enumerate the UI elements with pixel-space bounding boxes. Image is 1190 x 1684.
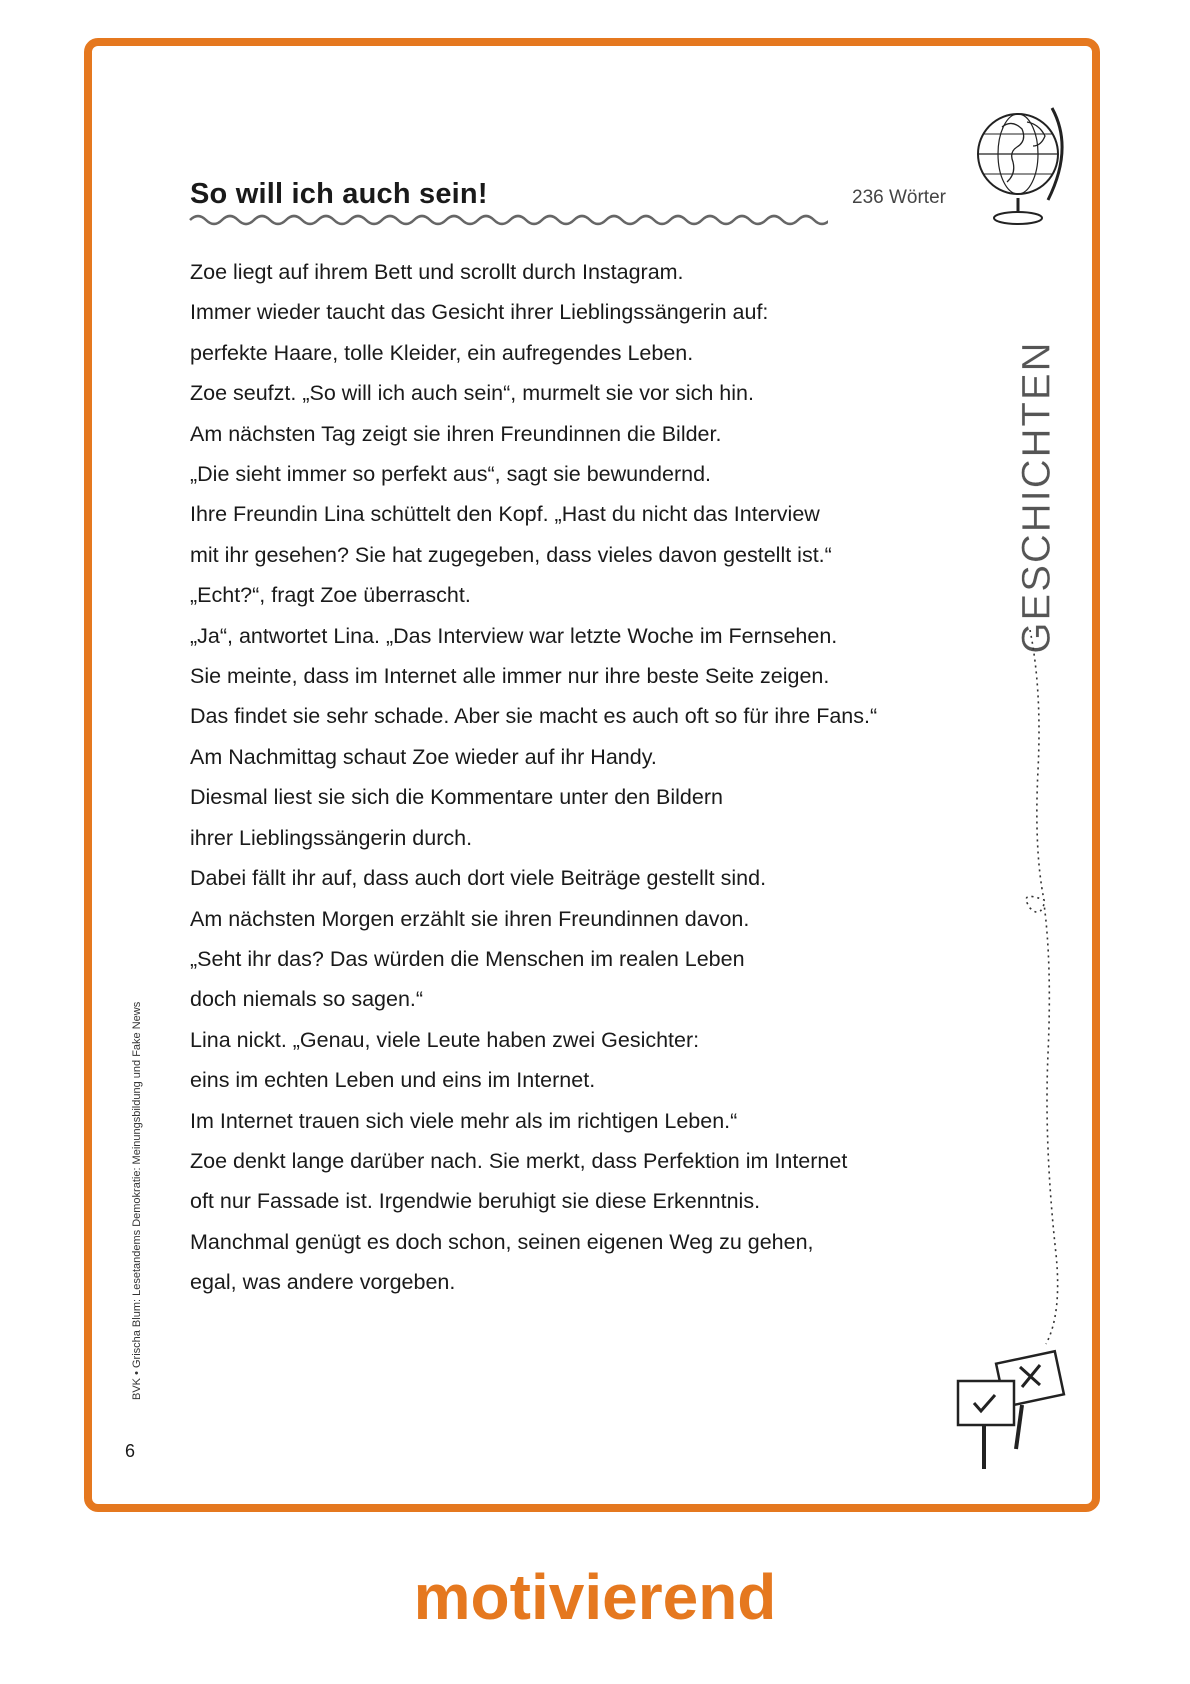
story-line: Ihre Freundin Lina schüttelt den Kopf. „Hast du nicht das Interview (190, 502, 820, 527)
story-line: „Echt?“, fragt Zoe überrascht. (190, 583, 471, 608)
story-line: mit ihr gesehen? Sie hat zugegeben, dass vieles davon gestellt ist.“ (190, 542, 832, 567)
story-line: eins im echten Leben und eins im Internet. (190, 1068, 596, 1093)
story-line: Lina nickt. „Genau, viele Leute haben zwei Gesichter: (190, 1027, 700, 1052)
story-line: Diesmal liest sie sich die Kommentare unter den Bildern (190, 785, 723, 810)
story-line: Am nächsten Tag zeigt sie ihren Freundinnen die Bilder. (190, 421, 722, 446)
word-count: 236 Wörter (852, 187, 946, 208)
story-line: Dabei fällt ihr auf, dass auch dort viele Beiträge gestellt sind. (190, 866, 767, 891)
dotted-path-decoration (1005, 630, 1065, 1350)
globe-icon (972, 102, 1072, 232)
story-line: „Ja“, antwortet Lina. „Das Interview war letzte Woche im Fernsehen. (190, 623, 838, 648)
story-line: Am nächsten Morgen erzählt sie ihren Freundinnen davon. (190, 906, 750, 931)
story-line: Manchmal genügt es doch schon, seinen eigenen Weg zu gehen, (190, 1229, 814, 1254)
story-line: „Die sieht immer so perfekt aus“, sagt sie bewundernd. (190, 462, 712, 487)
story-line: perfekte Haare, tolle Kleider, ein aufregendes Leben. (190, 340, 694, 365)
story-line: Das findet sie sehr schade. Aber sie macht es auch oft so für ihre Fans.“ (190, 704, 878, 729)
story-text (190, 252, 877, 1303)
page-number: 6 (125, 1441, 136, 1461)
category-text: GESCHICHTEN (1014, 340, 1059, 654)
story-line: Zoe denkt lange darüber nach. Sie merkt, dass Perfektion im Internet (190, 1148, 848, 1173)
story-line: „Seht ihr das? Das würden die Menschen im realen Leben (190, 946, 745, 971)
story-line: Zoe liegt auf ihrem Bett und scrollt durch Instagram. (190, 260, 684, 284)
credit-text: BVK • Grischa Blum: Lesetandems Demokratie: Meinungsbildung und Fake News (131, 1001, 143, 1400)
story-line: Im Internet trauen sich viele mehr als im richtigen Leben.“ (190, 1108, 738, 1133)
story-line: Am Nachmittag schaut Zoe wieder auf ihr Handy. (190, 744, 657, 769)
story-line: Zoe seufzt. „So will ich auch sein“, murmelt sie vor sich hin. (190, 381, 754, 406)
tagline: motivierend (413, 1561, 777, 1633)
story-line: doch niemals so sagen.“ (190, 987, 424, 1012)
story-line: oft nur Fassade ist. Irgendwie beruhigt sie diese Erkenntnis. (190, 1189, 761, 1214)
page-title: So will ich auch sein! (190, 178, 488, 210)
story-line: egal, was andere vorgeben. (190, 1270, 456, 1295)
category-label (1012, 340, 1062, 654)
story-line: Immer wieder taucht das Gesicht ihrer Lieblingssängerin auf: (190, 300, 769, 325)
story-line: ihrer Lieblingssängerin durch. (190, 825, 473, 850)
story-line: Sie meinte, dass im Internet alle immer nur ihre beste Seite zeigen. (190, 664, 830, 689)
wavy-underline (188, 213, 828, 227)
vote-signs-icon (950, 1345, 1070, 1475)
